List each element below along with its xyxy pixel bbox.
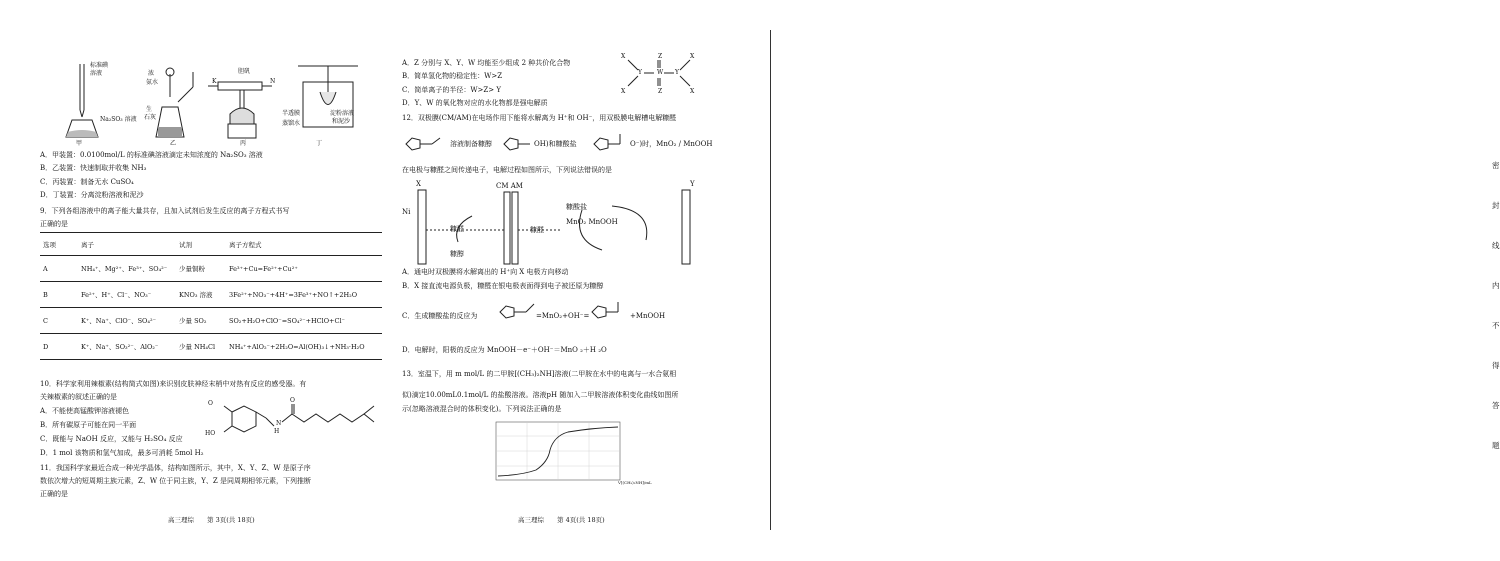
table-cell: C bbox=[40, 308, 78, 334]
table-header: 试剂 bbox=[176, 233, 226, 256]
q10-option-b: B．所有碳原子可能在同一平面 bbox=[40, 421, 137, 429]
crystal-x4: X bbox=[690, 88, 695, 95]
q11-stem-2: 数依次增大的短周期主族元素，Z、W 位于同主族，Y、Z 是同周期相邻元素，下列推断 bbox=[40, 477, 311, 485]
q8-option-c: C．丙装置：制备无水 CuSO₄ bbox=[40, 178, 134, 186]
seal-line-sidebar bbox=[744, 0, 1500, 561]
table-cell: 少量铜粉 bbox=[176, 256, 226, 282]
table-header: 离子 bbox=[78, 233, 176, 256]
table-cell: KNO₃ 溶液 bbox=[176, 282, 226, 308]
right-footer: 高三理综 第 4页(共 18页) bbox=[518, 516, 605, 524]
q11-stem-1: 11．我国科学家最近合成一种光学晶体，结构如图所示，其中，X、Y、Z、W 是原子序 bbox=[40, 464, 311, 472]
cell-label-furfural2: 糠醛 bbox=[530, 226, 544, 234]
crystal-y1: Y bbox=[638, 69, 642, 76]
cell-label-furfural1: 糠醛 bbox=[450, 225, 464, 233]
seal-char: 题 bbox=[1492, 441, 1500, 450]
cell-label-ni: Ni bbox=[402, 208, 411, 216]
cell-label-cmam: CM AM bbox=[496, 182, 523, 190]
q13-line-1: 13．室温下，用 m mol/L 的二甲胺[(CH₃)₂NH]溶液(二甲胺在水中的电离与一水合氨相 bbox=[402, 370, 677, 378]
bing-n: N bbox=[270, 78, 276, 85]
crystal-w: W bbox=[657, 69, 664, 76]
seal-char: 答 bbox=[1492, 401, 1500, 410]
ding-label3: 淀粉溶液 bbox=[330, 110, 355, 117]
q8-option-b: B．乙装置：快速制取并收集 NH₃ bbox=[40, 164, 147, 172]
graph-xlabel: V[(CH₃)₂NH]/mL bbox=[618, 480, 652, 485]
furfural-icon bbox=[496, 300, 536, 322]
q12-line-3: 在电极与糠醛之间传递电子，电解过程如图所示，下列说法错误的是 bbox=[402, 166, 612, 174]
jia-tag: 甲 bbox=[76, 140, 83, 147]
table-cell: 3Fe²⁺+NO₃⁻+4H⁺=3Fe³⁺+NO↑+2H₂O bbox=[226, 282, 382, 308]
crystal-y2: Y bbox=[675, 69, 679, 76]
q12-option-d: D．电解时，阳极的反应为 MnOOH－e⁻＋OH⁻＝MnO ₂＋H ₂O bbox=[402, 346, 607, 354]
q10-stem-2: 关辣椒素的叙述正确的是 bbox=[40, 393, 117, 401]
q9-stem-2: 正确的是 bbox=[40, 220, 68, 228]
cell-label-salt: 糠酸盐 bbox=[566, 203, 587, 211]
bing-k: K bbox=[212, 78, 217, 85]
furoate-icon bbox=[590, 132, 630, 154]
q9-stem-1: 9．下列各组溶液中的离子能大量共存，且加入试剂后发生反应的离子方程式书写 bbox=[40, 207, 290, 215]
q8-option-a: A．甲装置：0.0100mol/L 的标准碘溶液滴定未知浓度的 Na₂SO₃ 溶液 bbox=[40, 151, 263, 159]
yi-tag: 乙 bbox=[170, 140, 177, 147]
table-cell: NH₄⁺+AlO₂⁻+2H₂O=Al(OH)₃↓+NH₃·H₂O bbox=[226, 334, 382, 360]
table-row bbox=[40, 334, 382, 360]
q8-option-d: D．丁装置：分离淀粉溶液和泥沙 bbox=[40, 191, 144, 199]
table-header-row bbox=[40, 233, 382, 256]
bing-label: 胆矾 bbox=[238, 68, 251, 75]
table-cell: K⁺、Na⁺、SO₃²⁻、AlO₂⁻ bbox=[78, 334, 176, 360]
seal-char: 得 bbox=[1492, 361, 1500, 370]
structure-label-o: O bbox=[208, 400, 213, 407]
q12-c-eq-mid: =MnO₂+OH⁻= bbox=[536, 312, 590, 320]
capsaicin-structure bbox=[212, 398, 382, 446]
bing-tag: 丙 bbox=[240, 140, 247, 147]
table-cell: B bbox=[40, 282, 78, 308]
table-cell: 少量 SO₂ bbox=[176, 308, 226, 334]
crystal-x1: X bbox=[621, 53, 626, 60]
structure-label-nh: H bbox=[274, 428, 280, 435]
q12-option-b: B．X 接直流电源负极，糠醛在银电极表面得到电子被还原为糠醇 bbox=[402, 282, 604, 290]
structure-label-ho: HO bbox=[205, 430, 216, 437]
crystal-x2: X bbox=[690, 53, 695, 60]
q11-stem-3: 正确的是 bbox=[40, 490, 68, 498]
table-row bbox=[40, 282, 382, 308]
seal-char: 密 bbox=[1492, 161, 1500, 170]
furfural-icon bbox=[402, 134, 448, 154]
cell-label-x: X bbox=[416, 180, 421, 188]
ding-label4: 和泥沙 bbox=[332, 118, 351, 125]
seal-line bbox=[770, 30, 771, 530]
ding-label2: 蒸馏水 bbox=[282, 120, 301, 127]
table-cell: D bbox=[40, 334, 78, 360]
apparatus-figure bbox=[58, 62, 378, 147]
jia-solution: Na₂SO₃ 溶液 bbox=[100, 116, 137, 123]
seal-char: 封 bbox=[1492, 201, 1500, 210]
q12-line-2c: O⁻)时，MnO₂ / MnOOH bbox=[630, 140, 713, 148]
structure-label-n: N bbox=[276, 420, 282, 427]
left-page bbox=[0, 0, 392, 561]
table-header: 选项 bbox=[40, 233, 78, 256]
table-cell: SO₂+H₂O+ClO⁻=SO₄²⁻+HClO+Cl⁻ bbox=[226, 308, 382, 334]
table-cell: 少量 NH₄Cl bbox=[176, 334, 226, 360]
table-cell: A bbox=[40, 256, 78, 282]
ding-tag: 丁 bbox=[316, 140, 323, 147]
q11-option-d: D．Y、W 的氧化物对应的水化物都是强电解质 bbox=[402, 99, 548, 107]
right-page bbox=[392, 0, 744, 561]
furoate-icon bbox=[588, 298, 628, 322]
jia-label2: 溶液 bbox=[90, 70, 103, 77]
q10-option-a: A．不能使高锰酸钾溶液褪色 bbox=[40, 407, 130, 415]
q12-line-2a: 溶液制备糠醇 bbox=[450, 140, 492, 148]
q13-line-3: 示(忽略溶液混合时的体积变化)。下列说法正确的是 bbox=[402, 405, 562, 413]
q10-stem-1: 10．科学家利用辣椒素(结构简式如图)来识别皮肤神经末梢中对热有反应的感受器。有 bbox=[40, 380, 307, 388]
furfurol-icon bbox=[500, 134, 534, 154]
crystal-z2: Z bbox=[658, 88, 663, 95]
seal-char: 线 bbox=[1492, 241, 1500, 250]
q12-c-eq-end: +MnOOH bbox=[630, 312, 666, 320]
q12-option-c: C．生成糠酸盐的反应为 bbox=[402, 312, 478, 320]
cell-label-y: Y bbox=[690, 180, 695, 188]
q11-option-a: A．Z 分别与 X、Y、W 均能至少组成 2 种共价化合物 bbox=[402, 59, 571, 67]
crystal-x3: X bbox=[621, 88, 626, 95]
table-cell: Fe²⁺、H⁺、Cl⁻、NO₃⁻ bbox=[78, 282, 176, 308]
q12-line-1: 12．双极膜(CM/AM)在电场作用下能将水解离为 H⁺和 OH⁻，用双极膜电解槽电解糠醛 bbox=[402, 114, 677, 122]
crystal-z1: Z bbox=[658, 53, 663, 60]
ding-label1: 半透膜 bbox=[282, 110, 301, 117]
yi-label2: 氨水 bbox=[146, 79, 159, 86]
jia-label1: 标准碘 bbox=[90, 62, 109, 69]
seal-char: 内 bbox=[1492, 281, 1500, 290]
table-row bbox=[40, 308, 382, 334]
q13-line-2: 似)滴定10.00mL0.1mol/L 的盐酸溶液。溶液pH 随加入二甲胺溶液体积变化曲线如图所 bbox=[402, 391, 679, 399]
q11-option-c: C．简单离子的半径：W>Z> Y bbox=[402, 86, 501, 94]
table-cell: NH₄⁺、Mg²⁺、Fe³⁺、SO₄²⁻ bbox=[78, 256, 176, 282]
cell-label-mn: MnO₂ MnOOH bbox=[566, 218, 618, 226]
ion-table bbox=[40, 232, 382, 360]
q11-option-b: B．简单氢化物的稳定性：W>Z bbox=[402, 72, 503, 80]
structure-label-o2: O bbox=[290, 397, 295, 404]
q10-option-d: D．1 mol 该物质和氢气加成，最多可消耗 5mol H₂ bbox=[40, 449, 204, 457]
seal-char: 不 bbox=[1492, 321, 1500, 330]
yi-label3: 生 bbox=[146, 106, 153, 113]
yi-label1: 浓 bbox=[148, 70, 155, 77]
left-footer: 高三理综 第 3页(共 18页) bbox=[168, 516, 255, 524]
yi-label4: 石灰 bbox=[144, 114, 157, 121]
q12-line-2b: OH)和糠酸盐 bbox=[534, 140, 577, 148]
table-cell: K⁺、Na⁺、ClO⁻、SO₄²⁻ bbox=[78, 308, 176, 334]
table-header: 离子方程式 bbox=[226, 233, 382, 256]
q10-option-c: C．既能与 NaOH 反应，又能与 H₂SO₄ 反应 bbox=[40, 435, 183, 443]
q12-option-a: A．通电时双极膜将水解离出的 H⁺向 X 电极方向移动 bbox=[402, 268, 569, 276]
table-row bbox=[40, 256, 382, 282]
table-cell: Fe³⁺+Cu=Fe²⁺+Cu²⁺ bbox=[226, 256, 382, 282]
cell-label-furfurol: 糠醇 bbox=[450, 250, 464, 258]
